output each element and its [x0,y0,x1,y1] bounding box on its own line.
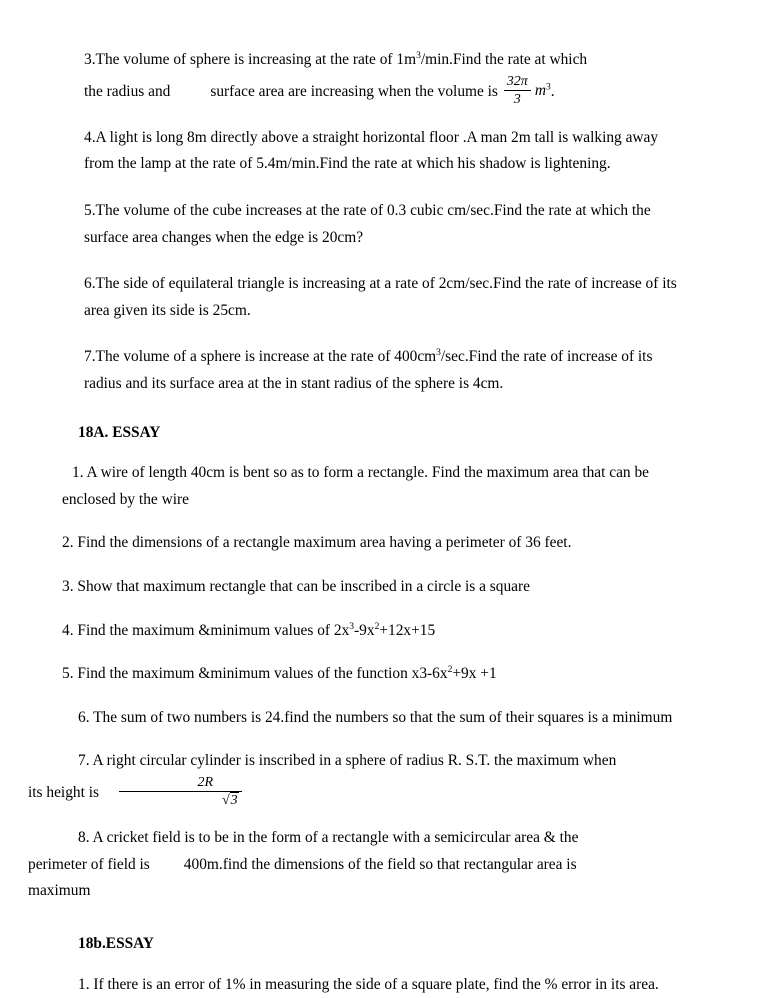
problem-3-superscript-1: 3 [416,50,421,61]
item-4-text-mid: -9x [354,622,375,639]
fraction-32pi-over-3 [504,74,531,107]
essay-18b-item-1: 1. If there is an error of 1% in measuring the side of a square plate, find the % error in its area. [78,972,685,998]
item-8-line-b: perimeter of field is [28,852,150,879]
fraction-denominator: 3 [504,91,531,107]
section-heading-18b: 18b.ESSAY [78,931,685,958]
item-4-superscript-1: 3 [349,620,354,631]
radicand: 3 [230,792,239,808]
problem-7-superscript: 3 [436,347,441,358]
item-4-text-after: +12x+15 [379,622,435,639]
item-5-text-after: +9x +1 [452,665,496,682]
item-8-line-a: 8. A cricket field is to be in the form of a rectangle with a semicircular area & the [78,829,578,846]
problem-3-line2-a: the radius and [84,82,170,99]
unit-superscript: 3 [546,81,551,92]
square-root-icon: √3 [172,793,239,808]
essay-18a-item-8 [28,825,683,905]
essay-18a-item-3: 3. Show that maximum rectangle that can be inscribed in a circle is a square [62,574,682,601]
fraction-denominator [119,792,242,808]
item-8-line-d: maximum [28,878,90,905]
essay-18a-item-2: 2. Find the dimensions of a rectangle maximum area having a perimeter of 36 feet. [62,530,682,557]
item-5-superscript: 2 [448,664,453,675]
essay-18a-item-4 [62,618,682,645]
problem-3-line2-b: surface area are increasing when the volume is [210,82,498,99]
problem-5: 5.The volume of the cube increases at the rate of 0.3 cubic cm/sec.Find the rate at which the surface area changes when the edge is 20cm? [84,198,684,251]
item-8-line-c: 400m.find the dimensions of the field so that rectangular area is [184,856,577,873]
problem-7-text-before: 7.The volume of a sphere is increase at the rate of 400cm [84,348,436,365]
problem-3 [84,47,684,107]
problem-7 [84,344,684,397]
fraction-2r-over-root3 [119,775,242,808]
problem-4: 4.A light is long 8m directly above a straight horizontal floor .A man 2m tall is walking away from the lamp at the rate of 5.4m/min.Find the rate at which his shadow is lightening. [84,125,684,178]
essay-18a-item-1: 1. A wire of length 40cm is bent so as to form a rectangle. Find the maximum area that can be enclosed by the wire [62,460,682,513]
item-4-text-before: 4. Find the maximum &minimum values of 2x [62,622,349,639]
item-7-line1: 7. A right circular cylinder is inscribed in a sphere of radius R. S.T. the maximum when [78,752,616,769]
essay-18a-item-6: 6. The sum of two numbers is 24.find the numbers so that the sum of their squares is a minimum [28,705,683,732]
problem-6: 6.The side of equilateral triangle is increasing at a rate of 2cm/sec.Find the rate of increase of its area given its side is 25cm. [84,271,684,324]
fraction-numerator: 32π [504,74,531,91]
essay-18a-item-5 [62,661,682,688]
problem-3-text-before: 3.The volume of sphere is increasing at the rate of 1m [84,51,416,68]
problem-3-trailing: . [551,82,555,99]
section-heading-18a: 18A. ESSAY [78,420,685,447]
fraction-numerator: 2R [119,775,242,792]
unit-metre: m [535,82,546,99]
essay-18a-item-7 [28,748,683,808]
item-5-text-before: 5. Find the maximum &minimum values of the function x3-6x [62,665,448,682]
item-4-superscript-2: 2 [375,620,380,631]
problem-3-text-mid: /min.Find the rate at which [421,51,587,68]
problem-7-text-after: /sec.Find the rate of increase of its radius and its surface area at the in stant radius of the sphere is 4cm. [84,348,652,392]
item-7-line2: its height is [28,780,99,807]
